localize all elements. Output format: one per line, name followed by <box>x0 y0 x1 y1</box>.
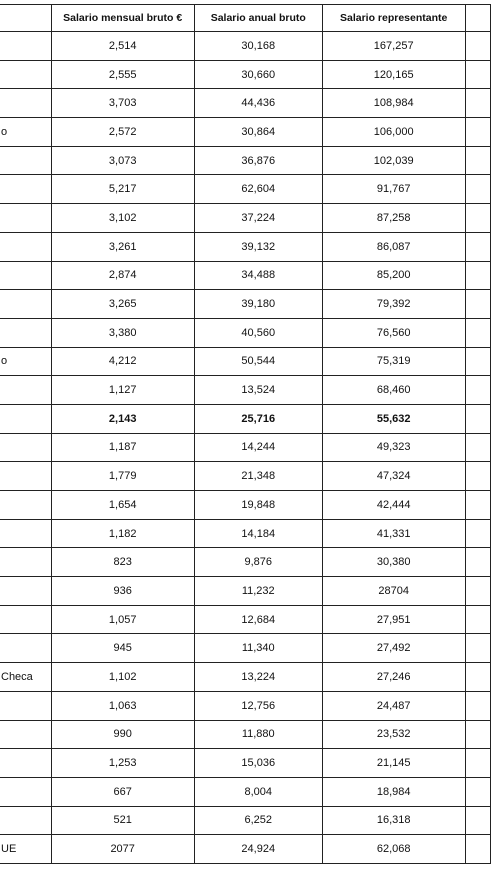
extra-cell <box>465 605 490 634</box>
header-annual-salary: Salario anual bruto <box>194 5 322 32</box>
header-row <box>0 5 491 32</box>
table-row <box>0 146 491 175</box>
country-cell <box>0 290 51 319</box>
representative-cell: 108,984 <box>322 89 465 118</box>
table-row <box>0 261 491 290</box>
monthly-cell: 3,261 <box>51 232 194 261</box>
representative-cell: 27,492 <box>322 634 465 663</box>
country-cell <box>0 318 51 347</box>
monthly-cell: 1,182 <box>51 519 194 548</box>
country-cell <box>0 60 51 89</box>
monthly-cell: 3,703 <box>51 89 194 118</box>
table-row <box>0 433 491 462</box>
table-row <box>0 663 491 692</box>
table-row <box>0 60 491 89</box>
monthly-cell: 2,143 <box>51 404 194 433</box>
table-row <box>0 806 491 835</box>
extra-cell <box>465 118 490 147</box>
extra-cell <box>465 720 490 749</box>
annual-cell: 30,864 <box>194 118 322 147</box>
country-cell <box>0 232 51 261</box>
extra-cell <box>465 433 490 462</box>
country-cell <box>0 89 51 118</box>
annual-cell: 36,876 <box>194 146 322 175</box>
country-cell <box>0 806 51 835</box>
table-row <box>0 691 491 720</box>
annual-cell: 39,180 <box>194 290 322 319</box>
annual-cell: 34,488 <box>194 261 322 290</box>
monthly-cell: 1,654 <box>51 491 194 520</box>
annual-cell: 25,716 <box>194 404 322 433</box>
representative-cell: 86,087 <box>322 232 465 261</box>
country-cell <box>0 777 51 806</box>
table-row <box>0 777 491 806</box>
country-cell <box>0 32 51 61</box>
table-row <box>0 462 491 491</box>
monthly-cell: 1,187 <box>51 433 194 462</box>
extra-cell <box>465 376 490 405</box>
country-cell <box>0 433 51 462</box>
extra-cell <box>465 32 490 61</box>
table-row <box>0 404 491 433</box>
country-cell <box>0 605 51 634</box>
extra-cell <box>465 261 490 290</box>
monthly-cell: 5,217 <box>51 175 194 204</box>
monthly-cell: 2077 <box>51 835 194 864</box>
annual-cell: 62,604 <box>194 175 322 204</box>
representative-cell: 16,318 <box>322 806 465 835</box>
monthly-cell: 2,514 <box>51 32 194 61</box>
extra-cell <box>465 60 490 89</box>
country-cell <box>0 749 51 778</box>
table-row <box>0 577 491 606</box>
table-row <box>0 835 491 864</box>
representative-cell: 55,632 <box>322 404 465 433</box>
representative-cell: 68,460 <box>322 376 465 405</box>
table-row <box>0 290 491 319</box>
annual-cell: 13,224 <box>194 663 322 692</box>
representative-cell: 41,331 <box>322 519 465 548</box>
country-cell <box>0 462 51 491</box>
monthly-cell: 3,380 <box>51 318 194 347</box>
annual-cell: 19,848 <box>194 491 322 520</box>
annual-cell: 44,436 <box>194 89 322 118</box>
monthly-cell: 1,057 <box>51 605 194 634</box>
representative-cell: 42,444 <box>322 491 465 520</box>
table-row <box>0 118 491 147</box>
extra-cell <box>465 462 490 491</box>
annual-cell: 9,876 <box>194 548 322 577</box>
representative-cell: 47,324 <box>322 462 465 491</box>
annual-cell: 37,224 <box>194 204 322 233</box>
annual-cell: 14,244 <box>194 433 322 462</box>
monthly-cell: 1,127 <box>51 376 194 405</box>
monthly-cell: 823 <box>51 548 194 577</box>
extra-cell <box>465 404 490 433</box>
monthly-cell: 936 <box>51 577 194 606</box>
table-row <box>0 720 491 749</box>
extra-cell <box>465 663 490 692</box>
representative-cell: 27,246 <box>322 663 465 692</box>
monthly-cell: 2,572 <box>51 118 194 147</box>
annual-cell: 15,036 <box>194 749 322 778</box>
representative-cell: 23,532 <box>322 720 465 749</box>
extra-cell <box>465 89 490 118</box>
country-cell <box>0 691 51 720</box>
extra-cell <box>465 691 490 720</box>
representative-cell: 18,984 <box>322 777 465 806</box>
extra-cell <box>465 548 490 577</box>
country-cell <box>0 404 51 433</box>
table-row <box>0 519 491 548</box>
table-row <box>0 634 491 663</box>
monthly-cell: 4,212 <box>51 347 194 376</box>
header-monthly-salary: Salario mensual bruto € <box>51 5 194 32</box>
table-row <box>0 548 491 577</box>
table-row <box>0 204 491 233</box>
table-row <box>0 89 491 118</box>
representative-cell: 91,767 <box>322 175 465 204</box>
monthly-cell: 1,102 <box>51 663 194 692</box>
table-row <box>0 32 491 61</box>
annual-cell: 11,340 <box>194 634 322 663</box>
table-row <box>0 347 491 376</box>
extra-cell <box>465 318 490 347</box>
country-cell <box>0 204 51 233</box>
extra-cell <box>465 232 490 261</box>
monthly-cell: 2,555 <box>51 60 194 89</box>
monthly-cell: 1,779 <box>51 462 194 491</box>
annual-cell: 11,232 <box>194 577 322 606</box>
annual-cell: 24,924 <box>194 835 322 864</box>
annual-cell: 14,184 <box>194 519 322 548</box>
representative-cell: 87,258 <box>322 204 465 233</box>
country-cell <box>0 577 51 606</box>
header-extra <box>465 5 490 32</box>
country-cell: Checa <box>0 663 51 692</box>
extra-cell <box>465 634 490 663</box>
representative-cell: 85,200 <box>322 261 465 290</box>
table-row <box>0 605 491 634</box>
representative-cell: 62,068 <box>322 835 465 864</box>
table-row <box>0 491 491 520</box>
annual-cell: 39,132 <box>194 232 322 261</box>
extra-cell <box>465 806 490 835</box>
extra-cell <box>465 491 490 520</box>
table-body <box>0 32 491 864</box>
representative-cell: 76,560 <box>322 318 465 347</box>
country-cell <box>0 519 51 548</box>
country-cell <box>0 548 51 577</box>
extra-cell <box>465 777 490 806</box>
country-cell <box>0 175 51 204</box>
country-cell <box>0 146 51 175</box>
representative-cell: 30,380 <box>322 548 465 577</box>
table-row <box>0 749 491 778</box>
monthly-cell: 3,102 <box>51 204 194 233</box>
annual-cell: 30,168 <box>194 32 322 61</box>
extra-cell <box>465 146 490 175</box>
country-cell <box>0 261 51 290</box>
extra-cell <box>465 749 490 778</box>
annual-cell: 11,880 <box>194 720 322 749</box>
representative-cell: 102,039 <box>322 146 465 175</box>
country-cell: o <box>0 347 51 376</box>
representative-cell: 24,487 <box>322 691 465 720</box>
country-cell: o <box>0 118 51 147</box>
annual-cell: 13,524 <box>194 376 322 405</box>
salary-table <box>0 4 491 864</box>
annual-cell: 30,660 <box>194 60 322 89</box>
monthly-cell: 667 <box>51 777 194 806</box>
extra-cell <box>465 347 490 376</box>
representative-cell: 49,323 <box>322 433 465 462</box>
representative-cell: 27,951 <box>322 605 465 634</box>
representative-cell: 21,145 <box>322 749 465 778</box>
annual-cell: 12,756 <box>194 691 322 720</box>
monthly-cell: 3,073 <box>51 146 194 175</box>
country-cell <box>0 376 51 405</box>
monthly-cell: 521 <box>51 806 194 835</box>
representative-cell: 79,392 <box>322 290 465 319</box>
monthly-cell: 3,265 <box>51 290 194 319</box>
annual-cell: 40,560 <box>194 318 322 347</box>
extra-cell <box>465 519 490 548</box>
annual-cell: 21,348 <box>194 462 322 491</box>
extra-cell <box>465 290 490 319</box>
annual-cell: 6,252 <box>194 806 322 835</box>
country-cell <box>0 720 51 749</box>
representative-cell: 120,165 <box>322 60 465 89</box>
representative-cell: 28704 <box>322 577 465 606</box>
country-cell <box>0 491 51 520</box>
annual-cell: 12,684 <box>194 605 322 634</box>
representative-cell: 167,257 <box>322 32 465 61</box>
annual-cell: 50,544 <box>194 347 322 376</box>
country-cell <box>0 634 51 663</box>
table-row <box>0 376 491 405</box>
monthly-cell: 1,063 <box>51 691 194 720</box>
table-row <box>0 175 491 204</box>
monthly-cell: 2,874 <box>51 261 194 290</box>
header-country <box>0 5 51 32</box>
table-row <box>0 232 491 261</box>
monthly-cell: 1,253 <box>51 749 194 778</box>
representative-cell: 75,319 <box>322 347 465 376</box>
annual-cell: 8,004 <box>194 777 322 806</box>
extra-cell <box>465 835 490 864</box>
monthly-cell: 990 <box>51 720 194 749</box>
header-representative-salary: Salario representante <box>322 5 465 32</box>
table-row <box>0 318 491 347</box>
monthly-cell: 945 <box>51 634 194 663</box>
extra-cell <box>465 204 490 233</box>
country-cell: UE <box>0 835 51 864</box>
extra-cell <box>465 175 490 204</box>
extra-cell <box>465 577 490 606</box>
representative-cell: 106,000 <box>322 118 465 147</box>
